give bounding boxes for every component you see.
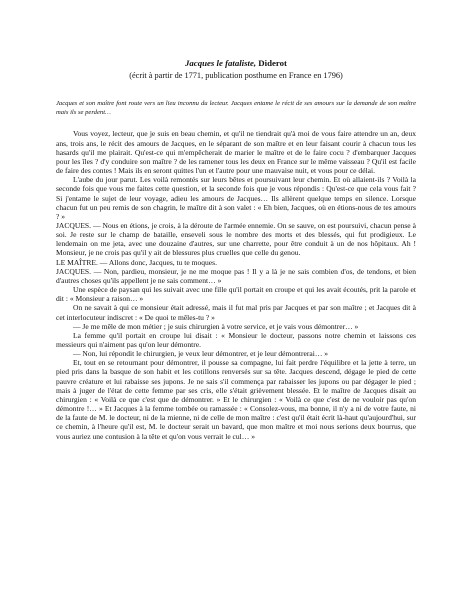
paragraph: Vous voyez, lecteur, que je suis en beau chemin, et qu'il ne tiendrait qu'à moi de vous faire attendre un an, deux ans, trois ans, le récit des amours de Jacques, en le séparant de son maître et en leur faisant courir à chacun tous les hasards qu'il me plairait. Qu'est-ce qui m'empêcherait de marier le maître et de le faire cocu ? d'embarquer Jacques pour les îles ? d'y conduire son maître ? de les ramener tous les deux en France sur le même vaisseau ? Qu'il est facile de faire des contes ! Mais ils en seront quittes l'un et l'autre pour une mauvaise nuit, et vous pour ce délai. [56, 129, 416, 176]
paragraph: On ne savait à qui ce monsieur était adressé, mais il fut mal pris par Jacques et par son maître ; et Jacques dit à cet interlocuteur indiscret : « De quoi te mêles-tu ? » [56, 303, 416, 322]
paragraph: Et, tout en se retournant pour démontrer, il pousse sa compagne, lui fait perdre l'équilibre et la jette à terre, un pied pris dans la basque de son habit et les cotillons renversés sur sa tête. Jacques descend, dégage le pied de cette pauvre créature et lui rabaisse ses jupons. Je ne sais s'il commença par rabaisser les jupons ou par dégager le pied ; mais à juger de l'état de cette femme par ses cris, elle s'était grièvement blessée. Et le maître de Jacques disait au chirurgien : « Voilà ce que c'est que de démontrer. » Et le chirurgien : « Voilà ce que c'est de ne vouloir pas qu'on démontre !… » Et Jacques à la femme tombée ou ramassée : « Consolez-vous, ma bonne, il n'y a ni de votre faute, ni de la faute de M. le docteur, ni de la mienne, ni de celle de mon maître : c'est qu'il était écrit là-haut qu'aujourd'hui, sur ce chemin, à l'heure qu'il est, M. le docteur serait un bavard, que mon maître et moi nous serions deux bourrus, que vous auriez une contusion à la tête et qu'on vous verrait le cul… » [56, 358, 416, 441]
paragraph: JACQUES. — Non, pardieu, monsieur, je ne me moque pas ! Il y a là je ne sais combien d'os, de tendons, et bien d'autres choses qu'ils appellent je ne sais comment… » [56, 266, 416, 285]
paragraph: — Je me mêle de mon métier ; je suis chirurgien à votre service, et je vais vous démontrer… » [73, 321, 359, 331]
paragraph: JACQUES. — Nous en étions, je crois, à la déroute de l'armée ennemie. On se sauve, on est poursuivi, chacun pense à soi. Je reste sur le champ de bataille, enseveli sous le nombre des morts et des blessés, qui fut prodigieux. Le lendemain on me jeta, avec une douzaine d'autres, sur une charrette, pour être conduit à un de nos hôpitaux. Ah ! Monsieur, je ne crois pas qu'il y ait de blessures plus cruelles que celle du genou. [56, 220, 416, 258]
paragraph: La femme qu'il portait en croupe lui disait : « Monsieur le docteur, passons notre chemin et laissons ces messieurs qui n'aiment pas qu'on leur démontre. [56, 330, 416, 349]
document-page [56, 58, 416, 441]
document-subtitle: (écrit à partir de 1771, publication posthume en France en 1796) [129, 71, 343, 80]
intro-summary: Jacques et son maître font route vers un lieu inconnu du lecteur. Jacques entame le récit de ses amours sur la demande de son maître mais ils se perdent… [56, 100, 416, 117]
author-name: Diderot [256, 58, 287, 68]
paragraph: Une espèce de paysan qui les suivait avec une fille qu'il portait en croupe et qui les avait écoutés, prit la parole et dit : « Monsieur a raison… » [56, 285, 416, 304]
work-title: Jacques le fataliste, [185, 58, 257, 68]
excerpt-body [56, 129, 416, 440]
paragraph: — Non, lui répondit le chirurgien, je veux leur démontrer, et je leur démontrerai… » [73, 349, 329, 359]
paragraph: L'aube du jour parut. Les voilà remontés sur leurs bêtes et poursuivant leur chemin. Et où allaient-ils ? Voilà la seconde fois que vous me faites cette question, et la seconde fois que je vous répondis : Qu'est-ce que cela vous fait ? Si j'entame le sujet de leur voyage, adieu les amours de Jacques… Ils allèrent quelque temps en silence. Lorsque chacun fut un peu remis de son chagrin, le maître dit à son valet : « Eh bien, Jacques, où en étions-nous de tes amours ? » [56, 175, 416, 221]
document-title [56, 58, 416, 69]
paragraph: LE MAÎTRE. — Allons donc, Jacques, tu te moques. [56, 257, 217, 267]
